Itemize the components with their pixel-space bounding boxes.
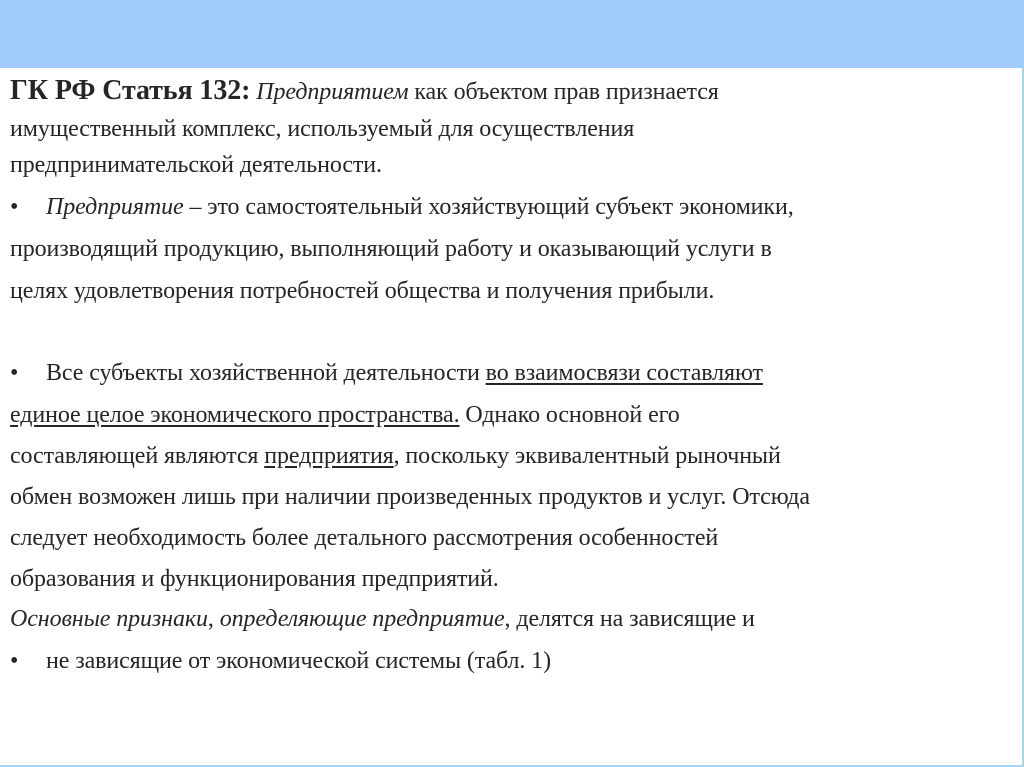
bullet-1-line-3: целях удовлетворения потребностей общества и получения прибыли. — [10, 278, 715, 304]
bullet-2-line-1 — [10, 360, 763, 386]
bullet-2-line-2 — [10, 402, 680, 428]
bullet-2-text-2: Однако основной его — [459, 402, 680, 428]
signs-line — [10, 606, 755, 632]
definition-line-1 — [10, 75, 719, 106]
bullet-2-line-3 — [10, 443, 781, 469]
definition-text-1: как объектом прав признается — [408, 79, 719, 105]
underlined-phrase-2: единое целое экономического пространства. — [10, 402, 460, 428]
definition-line-2: имущественный комплекс, используемый для осуществления — [10, 116, 635, 142]
signs-italic-2: определяющие предприятие — [219, 606, 505, 632]
bullet-2-text-1: Все субъекты хозяйственной деятельности — [46, 360, 486, 386]
bullet-marker: • — [10, 360, 19, 386]
enterprise-term: Предприятие — [46, 194, 184, 220]
bullet-3-text: не зависящие от экономической системы (табл. 1) — [46, 648, 551, 674]
bullet-2-line-6: образования и функционирования предприятий. — [10, 566, 499, 592]
underlined-phrase-1: во взаимосвязи составляют — [485, 360, 763, 386]
bullet-2-line-5: следует необходимость более детального рассмотрения особенностей — [10, 525, 719, 551]
bullet-2-line-4: обмен возможен лишь при наличии произведенных продуктов и услуг. Отсюда — [10, 484, 810, 510]
bullet-3-line-1 — [10, 648, 551, 674]
bullet-2-text-3: составляющей являются — [10, 443, 265, 469]
bullet-1-line-1 — [10, 194, 794, 220]
underlined-enterprises: предприятия — [264, 443, 394, 469]
signs-text: , делятся на зависящие и — [504, 606, 755, 632]
signs-comma: , — [207, 606, 220, 632]
title-bar — [0, 0, 1024, 68]
bullet-1-line-2: производящий продукцию, выполняющий работу и оказывающий услуги в — [10, 236, 772, 262]
bullet-2-text-3b: , поскольку эквивалентный рыночный — [393, 443, 781, 469]
bullet-1-text-1: – это самостоятельный хозяйствующий субъект экономики, — [183, 194, 794, 220]
article-heading: ГК РФ Статья 132: — [10, 75, 251, 106]
bullet-marker: • — [10, 648, 19, 674]
bullet-marker: • — [10, 194, 19, 220]
definition-term: Предприятием — [256, 79, 409, 105]
definition-line-3: предпринимательской деятельности. — [10, 152, 382, 178]
signs-italic-1: Основные признаки — [10, 606, 208, 632]
